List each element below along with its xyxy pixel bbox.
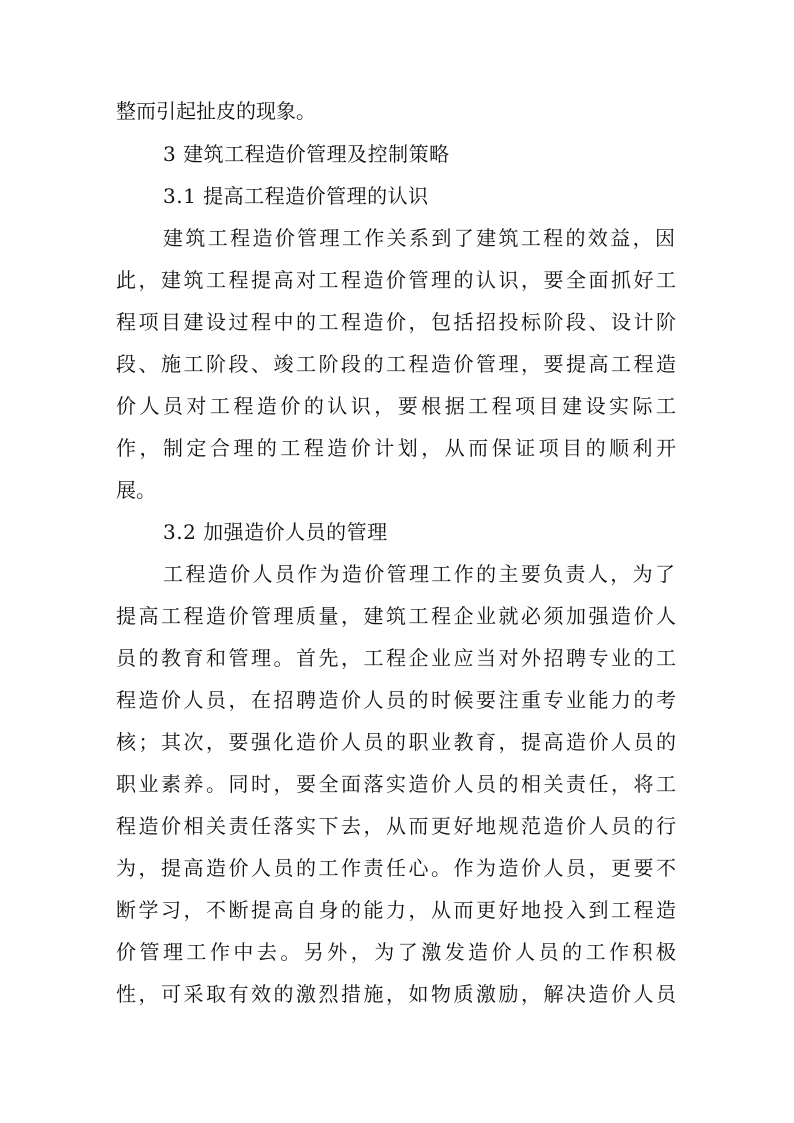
paragraph-line: 员的教育和管理。首先，工程企业应当对外招聘专业的工 xyxy=(116,646,676,670)
paragraph-line: 价管理工作中去。另外，为了激发造价人员的工作积极 xyxy=(116,940,676,964)
paragraph-line: 核；其次，要强化造价人员的职业教育，提高造价人员的 xyxy=(116,730,676,754)
paragraph-line: 工程造价人员作为造价管理工作的主要负责人，为了 xyxy=(163,562,675,586)
text-line: 整而引起扯皮的现象。 xyxy=(116,99,316,123)
paragraph-line: 价人员对工程造价的认识，要根据工程项目建设实际工 xyxy=(116,394,676,418)
paragraph-line: 展。 xyxy=(116,478,156,502)
paragraph-line: 职业素养。同时，要全面落实造价人员的相关责任，将工 xyxy=(116,772,676,796)
paragraph-line: 段、施工阶段、竣工阶段的工程造价管理，要提高工程造 xyxy=(116,352,676,376)
subsection-heading: 3.2 加强造价人员的管理 xyxy=(163,520,388,544)
paragraph-line: 建筑工程造价管理工作关系到了建筑工程的效益，因 xyxy=(163,226,675,250)
paragraph-line: 程项目建设过程中的工程造价，包括招投标阶段、设计阶 xyxy=(116,310,676,334)
paragraph-line: 程造价人员，在招聘造价人员的时候要注重专业能力的考 xyxy=(116,688,676,712)
paragraph-line: 程造价相关责任落实下去，从而更好地规范造价人员的行 xyxy=(116,814,676,838)
subsection-heading: 3.1 提高工程造价管理的认识 xyxy=(163,184,429,208)
paragraph-line: 为，提高造价人员的工作责任心。作为造价人员，更要不 xyxy=(116,856,676,880)
paragraph-line: 性，可采取有效的激烈措施，如物质激励，解决造价人员 xyxy=(116,982,676,1006)
paragraph-line: 断学习，不断提高自身的能力，从而更好地投入到工程造 xyxy=(116,898,676,922)
paragraph-line: 作，制定合理的工程造价计划，从而保证项目的顺利开 xyxy=(116,436,676,460)
section-heading: 3 建筑工程造价管理及控制策略 xyxy=(163,142,450,166)
paragraph-line: 提高工程造价管理质量，建筑工程企业就必须加强造价人 xyxy=(116,604,676,628)
paragraph-line: 此，建筑工程提高对工程造价管理的认识，要全面抓好工 xyxy=(116,268,676,292)
